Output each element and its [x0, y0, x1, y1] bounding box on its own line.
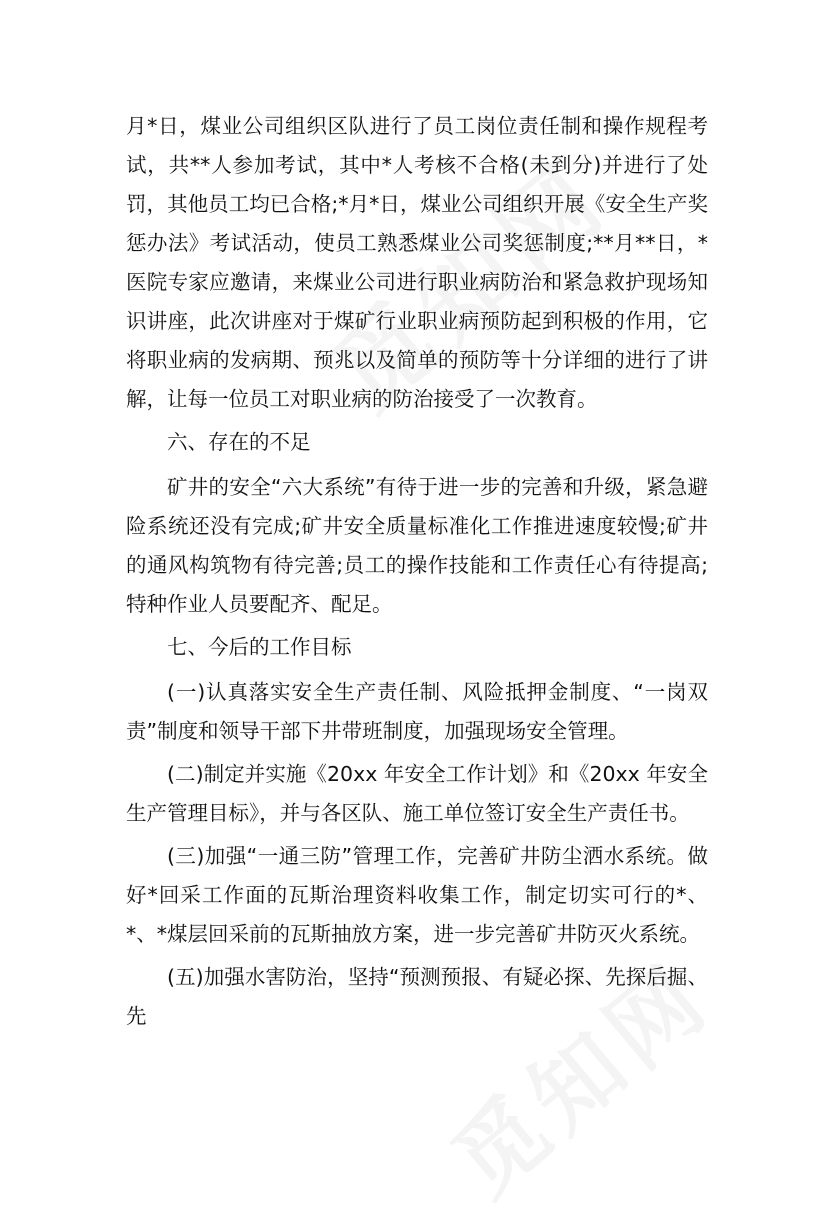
document-body	[126, 107, 708, 1040]
paragraph-shortcomings: 矿井的安全“六大系统”有待于进一步的完善和升级，紧急避险系统还没有完成;矿井安全质量标准化工作推进速度较慢;矿井的通风构筑物有待完善;员工的操作技能和工作责任心有待提高;特种作业人员要配齐、配足。	[126, 475, 708, 616]
section-heading-shortcomings: 六、存在的不足	[167, 430, 311, 454]
goal-item-5: (五)加强水害防治，坚持“预测预报、有疑必探、先探后掘、先	[126, 965, 708, 1028]
goal-item-3: (三)加强“一通三防”管理工作，完善矿井防尘洒水系统。做好*回采工作面的瓦斯治理资料收集工作，制定切实可行的*、*、*煤层回采前的瓦斯抽放方案，进一步完善矿井防灭火系统。	[126, 844, 708, 946]
goal-item-1: (一)认真落实安全生产责任制、风险抵押金制度、“一岗双责”制度和领导干部下井带班制度，加强现场安全管理。	[126, 680, 708, 743]
goal-item-2: (二)制定并实施《20xx 年安全工作计划》和《20xx 年安全生产管理目标》，并与各区队、施工单位签订安全生产责任书。	[126, 762, 708, 825]
paragraph-continuation: 月*日，煤业公司组织区队进行了员工岗位责任制和操作规程考试，共**人参加考试，其中*人考核不合格(未到分)并进行了处罚，其他员工均已合格;*月*日，煤业公司组织开展《安全生产奖惩办法》考试活动，使员工熟悉煤业公司奖惩制度;**月**日，*医院专家应邀请，来煤业公司进行职业病防治和紧急救护现场知识讲座，此次讲座对于煤矿行业职业病预防起到积极的作用，它将职业病的发病期、预兆以及简单的预防等十分详细的进行了讲解，让每一位员工对职业病的防治接受了一次教育。	[126, 114, 708, 411]
section-heading-goals: 七、今后的工作目标	[167, 635, 352, 659]
